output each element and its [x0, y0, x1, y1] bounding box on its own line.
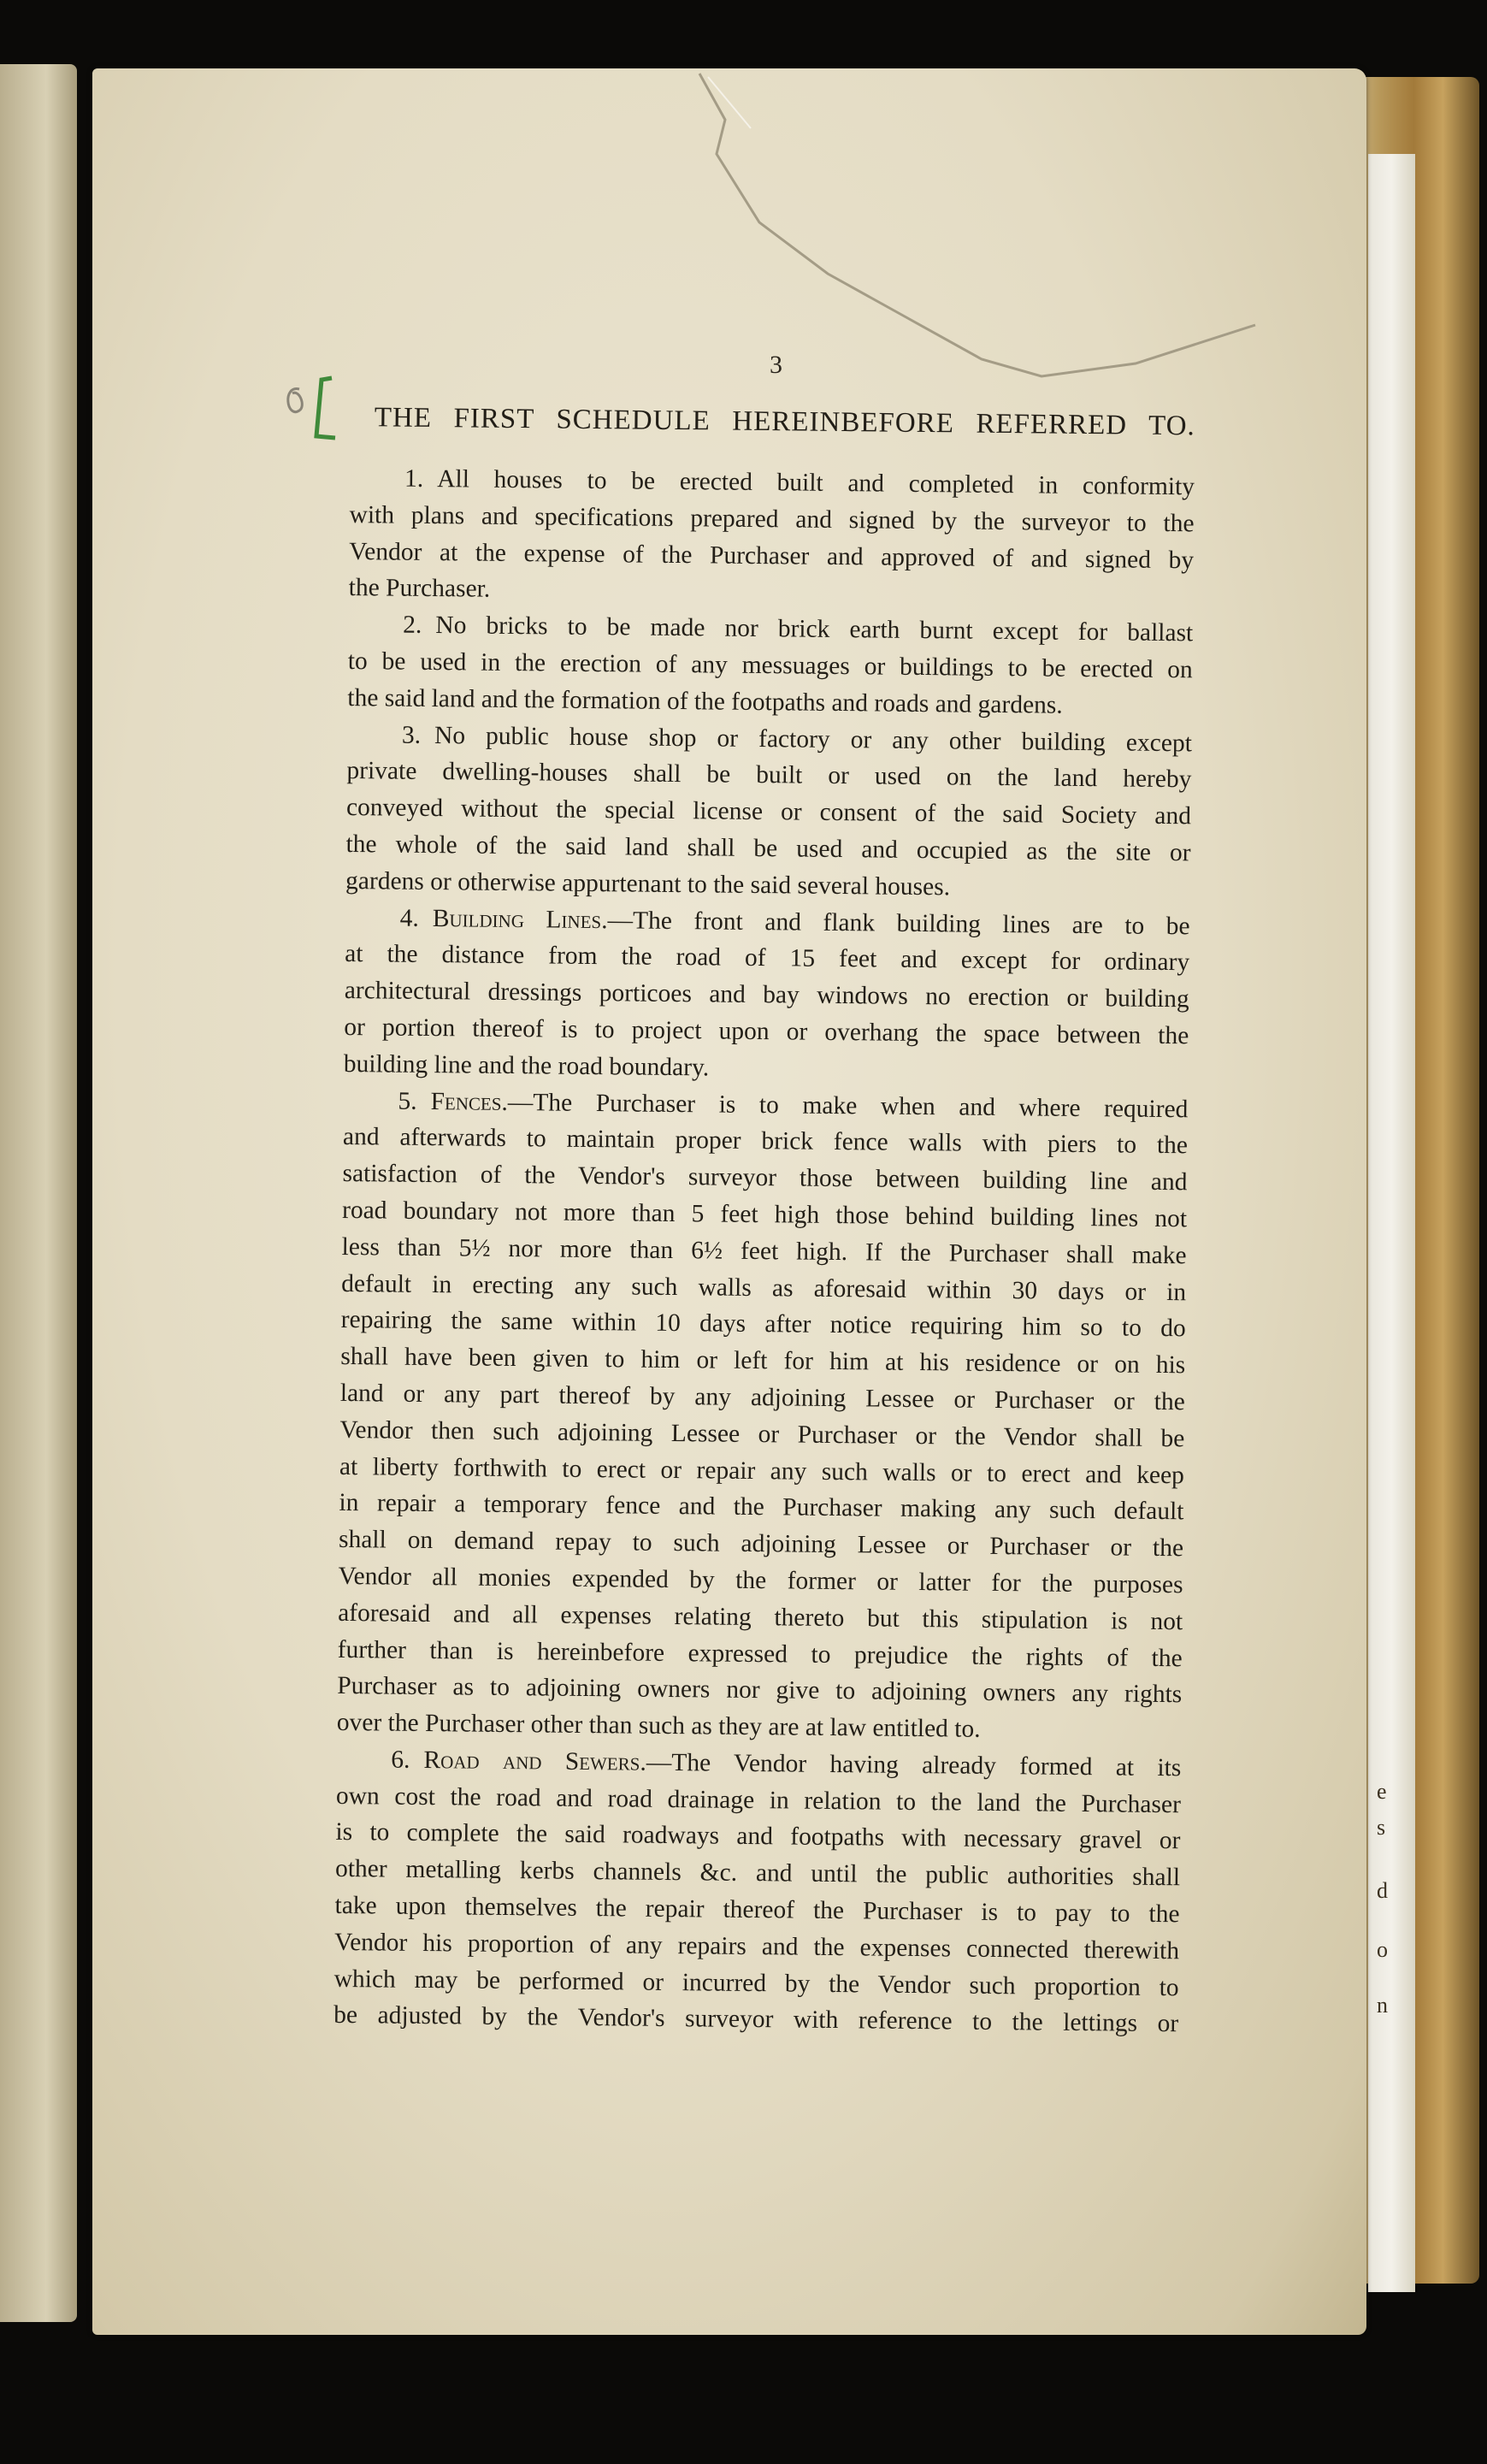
line-text: shall on demand repay to such adjoining Lessee or Purchaser or the	[338, 1526, 1184, 1563]
clause-caption: Road and Sewers.	[423, 1746, 646, 1776]
edge-fragment: n	[1377, 1993, 1388, 2018]
line-text: other metalling kerbs channels &c. and until the public authorities shall	[334, 1855, 1181, 1892]
clause-number: 6.	[391, 1746, 410, 1774]
line-text: in repair a temporary fence and the Purchaser making any such default	[339, 1489, 1184, 1526]
line-text: repairing the same within 10 days after notice requiring him so to do	[340, 1306, 1186, 1343]
edge-fragment: s	[1377, 1815, 1386, 1840]
line-text: which may be performed or incurred by the Vendor such proportion to	[333, 1965, 1179, 2001]
line-text: Vendor at the expense of the Purchaser and approved of and signed by	[349, 537, 1195, 574]
clause-4	[344, 900, 1190, 1091]
line-text: at liberty forthwith to erect or repair any such walls or to erect and keep	[339, 1452, 1185, 1489]
line-text: take upon themselves the repair thereof the Purchaser is to pay to the	[334, 1891, 1180, 1929]
line-text: conveyed without the special license or consent of the said Society and	[345, 794, 1192, 830]
inserted-sheet-edge	[1368, 154, 1415, 2292]
line-text: less than 5½ nor more than 6½ feet high. If the Purchaser shall make	[341, 1232, 1187, 1270]
line-text: and afterwards to maintain proper brick fence walls with piers to the	[342, 1123, 1189, 1160]
line-text: the whole of the said land shall be used and occupied as the site or	[345, 830, 1191, 867]
line-text: is to complete the said roadways and footpaths with necessary gravel or	[335, 1818, 1181, 1855]
line-text: with plans and specifications prepared and signed by the surveyor to the	[349, 500, 1195, 538]
schedule-heading: THE FIRST SCHEDULE HEREINBEFORE REFERRED TO.	[374, 402, 1195, 442]
clause-number: 1.	[404, 464, 424, 493]
line-text: to be used in the erection of any messuages or buildings to be erected on	[347, 647, 1193, 684]
line-text: default in erecting any such walls as aforesaid within 30 days or in	[341, 1269, 1187, 1306]
line-text: the Purchaser.	[348, 574, 491, 604]
clause-3	[345, 717, 1192, 908]
line-text: Vendor his proportion of any repairs and the expenses connected therewith	[333, 1928, 1180, 1965]
line-text: —The Purchaser is to make when and where required	[507, 1088, 1189, 1123]
line-text: architectural dressings porticoes and bay windows no erection or building	[344, 977, 1189, 1013]
line-text: —The Vendor having already formed at its	[646, 1748, 1182, 1782]
clause-6	[333, 1741, 1182, 2043]
edge-fragment: o	[1377, 1937, 1388, 1962]
line-text: further than is hereinbefore expressed to prejudice the rights of the	[337, 1635, 1183, 1672]
line-text: be adjusted by the Vendor's surveyor with reference to the lettings or	[333, 2001, 1179, 2038]
clause-caption: Fences.	[430, 1087, 509, 1116]
line-text: gardens or otherwise appurtenant to the said several houses.	[345, 866, 951, 901]
line-text: building line and the road boundary.	[343, 1049, 710, 1082]
line-text: over the Purchaser other than such as they are at law entitled to.	[336, 1709, 981, 1743]
paper-tear-mark	[92, 68, 1366, 411]
schedule-text	[333, 402, 1195, 2043]
clause-number: 2.	[403, 611, 422, 640]
line-text: No public house shop or factory or any other building except	[434, 721, 1193, 757]
clause-number: 5.	[398, 1087, 417, 1115]
line-text: at the distance from the road of 15 feet and except for ordinary	[345, 940, 1190, 977]
line-text: Vendor all monies expended by the former or latter for the purposes	[338, 1562, 1183, 1599]
line-text: land or any part thereof by any adjoining Lessee or Purchaser or the	[339, 1379, 1185, 1416]
line-text: Purchaser as to adjoining owners nor give to adjoining owners any rights	[337, 1672, 1183, 1709]
line-text: satisfaction of the Vendor's surveyor those between building line and	[342, 1160, 1188, 1197]
clause-caption: Building Lines.	[432, 904, 608, 934]
line-text: shall have been given to him or left for him at his residence or on his	[340, 1343, 1186, 1380]
edge-fragment: e	[1377, 1779, 1387, 1804]
left-facing-page	[0, 64, 77, 2322]
line-text: own cost the road and road drainage in relation to the land the Purchaser	[335, 1782, 1182, 1818]
edge-fragment: d	[1377, 1878, 1388, 1903]
clause-number: 3.	[401, 721, 422, 749]
clause-2	[347, 606, 1193, 725]
line-text: All houses to be erected built and completed in conformity	[437, 465, 1195, 501]
line-text: road boundary not more than 5 feet high those behind building lines not	[341, 1196, 1188, 1233]
clause-1	[348, 460, 1195, 616]
clause-5	[337, 1083, 1189, 1751]
line-text: private dwelling-houses shall be built or used on the land hereby	[346, 757, 1192, 794]
page-number: 3	[770, 351, 782, 379]
line-text: aforesaid and all expenses relating thereto but this stipulation is not	[338, 1598, 1183, 1635]
line-text: or portion thereof is to project upon or overhang the space between the	[344, 1013, 1189, 1050]
clause-number: 4.	[399, 904, 419, 932]
line-text: Vendor then such adjoining Lessee or Purchaser or the Vendor shall be	[339, 1415, 1185, 1452]
line-text: No bricks to be made nor brick earth burnt except for ballast	[435, 612, 1194, 647]
line-text: —The front and flank building lines are to be	[607, 906, 1190, 940]
line-text: the said land and the formation of the footpaths and roads and gardens.	[347, 683, 1063, 719]
